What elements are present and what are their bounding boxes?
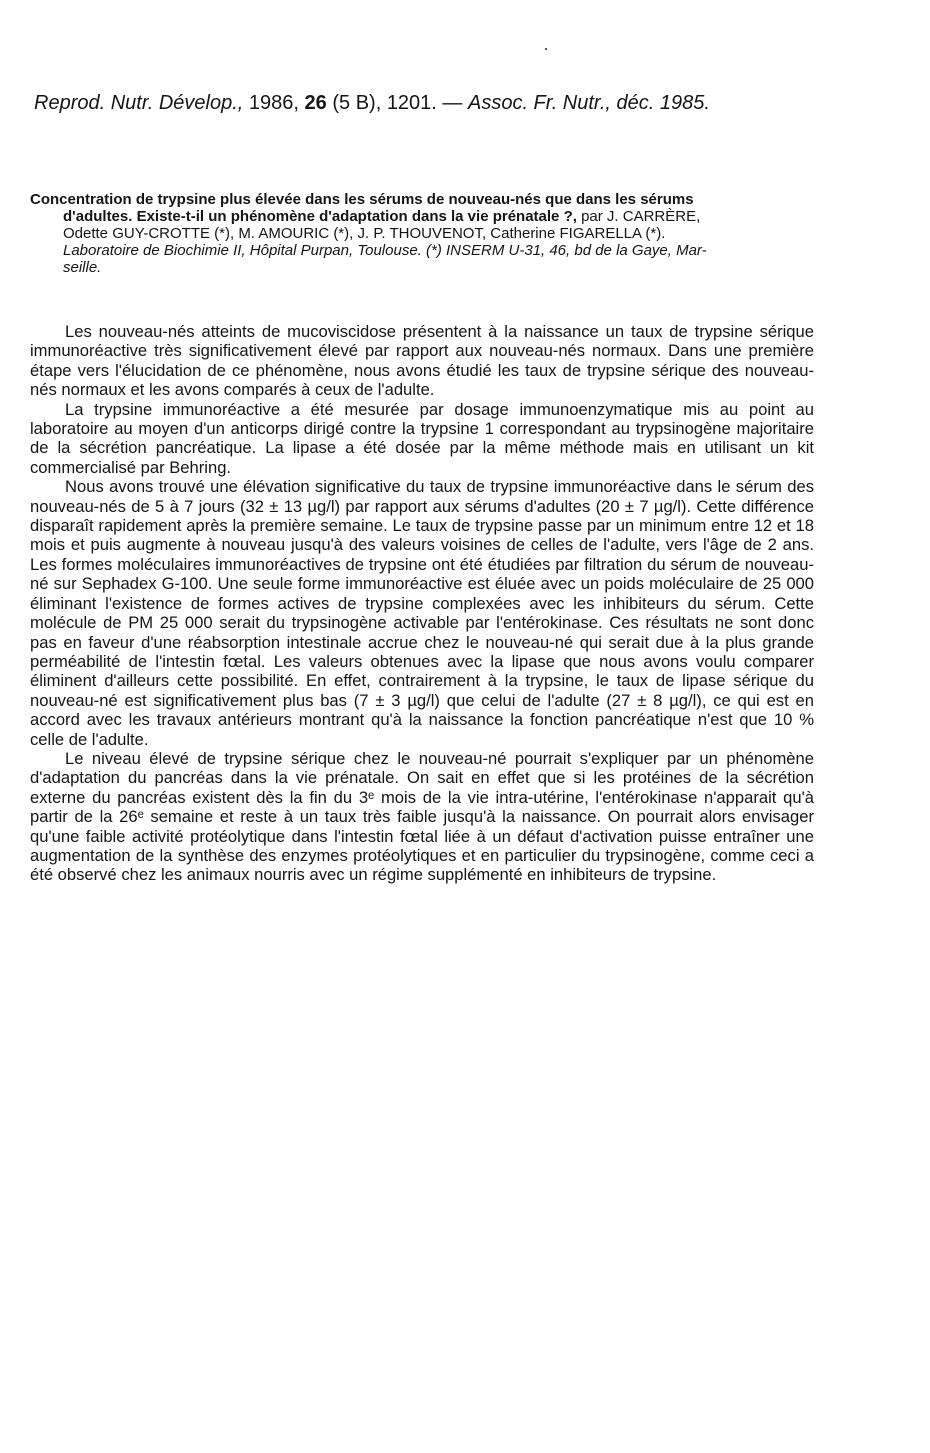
journal-volume: 26 [304, 92, 327, 114]
authors-start: par J. CARRÈRE, [581, 208, 701, 225]
paragraph-3: Nous avons trouvé une élévation significative du taux de trypsine immunoréactive dans le sérum des nouveau-nés de 5 à 7 jours (32 ± 13 µg/l) par rapport aux sérums d'adultes (20 ± 7 µg/l). Cette différence disparaît rapidement après la première semaine. Le taux de trypsine passe par un minimum entre 12 et 18 mois et puis augmente à nouveau jusqu'à des valeurs voisines de celles de l'adulte, vers l'âge de 2 ans. Les formes moléculaires immunoréactives de trypsine ont été étudiées par filtration du sérum de nouveau-né sur Sephadex G-100. Une seule forme immunoréactive est éluée avec un poids moléculaire de 25 000 éliminant l'existence de formes actives de trypsine complexées avec les inhibiteurs du sérum. Cette molécule de PM 25 000 serait du trypsinogène activable par l'entérokinase. Ces résultats ne sont donc pas en faveur d'une réabsorption intestinale accrue chez le nouveau-né qui serait due à la plus grande perméabilité de l'intestin fœtal. Les valeurs obtenues avec la lipase que nous avons voulu comparer éliminent d'ailleurs cette possibilité. En effet, contrairement à la trypsine, le taux de lipase sérique du nouveau-né est significativement plus bas (7 ± 3 µg/l) que celui de l'adulte (27 ± 8 µg/l), ce qui est en accord avec les travaux antérieurs montrant qu'à la naissance la fonction pancréatique n'est que 10 % celle de l'adulte. [30, 477, 814, 749]
scan-speck [545, 48, 547, 50]
title-line-1: Concentration de trypsine plus élevée dans les sérums de nouveau-nés que dans les sérums [30, 191, 694, 208]
journal-year: 1986, [248, 92, 299, 114]
paragraph-1: Les nouveau-nés atteints de mucoviscidose présentent à la naissance un taux de trypsine sérique immunoréactive très significativement élevé par rapport aux nouveau-nés normaux. Dans une première étape vers l'élucidation de ce phénomène, nous avons étudié les taux de trypsine sérique des nouveau-nés normaux et les avons comparés à ceux de l'adulte. [30, 322, 814, 400]
title-line-2 [30, 208, 815, 225]
paragraph-4: Le niveau élevé de trypsine sérique chez le nouveau-né pourrait s'expliquer par un phénomène d'adaptation du pancréas dans la vie prénatale. On sait en effet que si les protéines de la sécrétion externe du pancréas existent dès la fin du 3ᵉ mois de la vie intra-utérine, l'entérokinase n'apparait qu'à partir de la 26ᵉ semaine et reste à un taux très faible jusqu'à la naissance. On pourrait alors envisager qu'une faible activité protéolytique dans l'intestin fœtal liée à un défaut d'activation puisse entraîner une augmentation de la synthèse des enzymes protéolytiques et en particulier du trypsinogène, comme ceci a été observé chez les animaux nourris avec un régime supplémenté en inhibiteurs de trypsine. [30, 748, 814, 885]
journal-name: Reprod. Nutr. Dévelop., [34, 92, 244, 114]
article-body [30, 322, 814, 885]
affiliation-line-1: Laboratoire de Biochimie II, Hôpital Purpan, Toulouse. (*) INSERM U-31, 46, bd de la Gaye, Mar- [63, 242, 707, 259]
journal-issue-pages: (5 B), 1201. — [332, 92, 463, 114]
authors-line: Odette GUY-CROTTE (*), M. AMOURIC (*), J. P. THOUVENOT, Catherine FIGARELLA (*). [63, 225, 666, 242]
association-ref: Assoc. Fr. Nutr., déc. 1985. [467, 92, 710, 114]
affiliation-line-2: seille. [63, 259, 102, 276]
journal-header [34, 92, 710, 115]
article-title-block [30, 191, 815, 276]
title-line-2-bold: d'adultes. Existe-t-il un phénomène d'adaptation dans la vie prénatale ?, [63, 208, 577, 225]
paragraph-2: La trypsine immunoréactive a été mesurée par dosage immunoenzymatique mis au point au laboratoire au moyen d'un anticorps dirigé contre la trypsine 1 correspondant au trypsinogène majoritaire de la sécrétion pancréatique. La lipase a été dosée par la même méthode mais en utilisant un kit commercialisé par Behring. [30, 399, 814, 477]
